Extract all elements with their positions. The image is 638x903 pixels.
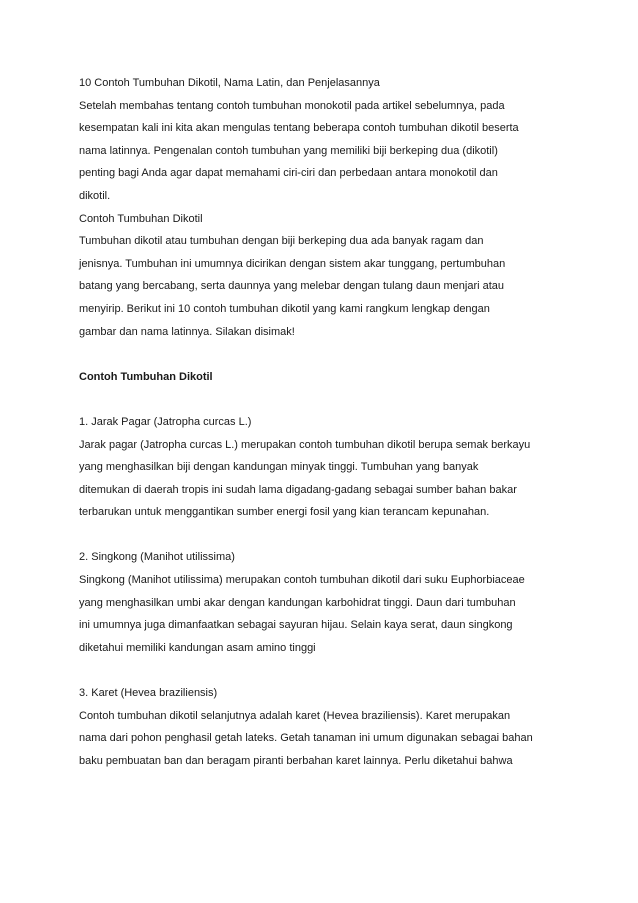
- text-line: menyirip. Berikut ini 10 contoh tumbuhan dikotil yang kami rangkum lengkap dengan: [79, 302, 490, 315]
- item-heading: 3. Karet (Hevea braziliensis): [79, 687, 218, 700]
- spacer: [79, 659, 569, 682]
- section-heading: Contoh Tumbuhan Dikotil: [79, 370, 213, 383]
- text-line: batang yang bercabang, serta daunnya yang melebar dengan tulang daun menjari atau: [79, 280, 505, 293]
- text-line: Contoh tumbuhan dikotil selanjutnya adalah karet (Hevea braziliensis). Karet merupakan: [79, 709, 511, 722]
- spacer: [79, 388, 569, 411]
- description-paragraph: [79, 230, 569, 343]
- subtitle: Contoh Tumbuhan Dikotil: [79, 212, 203, 225]
- text-line: jenisnya. Tumbuhan ini umumnya dicirikan dengan sistem akar tunggang, pertumbuhan: [79, 257, 506, 270]
- text-line: yang menghasilkan biji dengan kandungan minyak tinggi. Tumbuhan yang banyak: [79, 461, 479, 474]
- text-line: kesempatan kali ini kita akan mengulas tentang beberapa contoh tumbuhan dikotil beserta: [79, 122, 519, 135]
- text-line: Jarak pagar (Jatropha curcas L.) merupakan contoh tumbuhan dikotil berupa semak berkayu: [79, 438, 531, 451]
- text-line: penting bagi Anda agar dapat memahami ciri-ciri dan perbedaan antara monokotil dan: [79, 167, 498, 180]
- spacer: [79, 343, 569, 366]
- intro-paragraph: [79, 95, 569, 208]
- text-line: Tumbuhan dikotil atau tumbuhan dengan biji berkeping dua ada banyak ragam dan: [79, 235, 484, 248]
- text-line: nama dari pohon penghasil getah lateks. Getah tanaman ini umum digunakan sebagai bahan: [79, 732, 533, 745]
- text-line: ini umumnya juga dimanfaatkan sebagai sayuran hijau. Selain kaya serat, daun singkong: [79, 619, 513, 632]
- spacer: [79, 524, 569, 547]
- text-line: Singkong (Manihot utilissima) merupakan contoh tumbuhan dikotil dari suku Euphorbiaceae: [79, 574, 525, 587]
- text-line: terbarukan untuk menggantikan sumber energi fosil yang kian terancam kepunahan.: [79, 506, 490, 519]
- text-line: dikotil.: [79, 189, 111, 202]
- text-line: ditemukan di daerah tropis ini sudah lama digadang-gadang sebagai sumber bahan bakar: [79, 483, 517, 496]
- item-jarak-pagar: [79, 411, 569, 524]
- text-line: yang menghasilkan umbi akar dengan kandungan karbohidrat tinggi. Daun dari tumbuhan: [79, 596, 516, 609]
- text-line: Setelah membahas tentang contoh tumbuhan monokotil pada artikel sebelumnya, pada: [79, 99, 505, 112]
- text-line: diketahui memiliki kandungan asam amino tinggi: [79, 641, 316, 654]
- item-heading: 2. Singkong (Manihot utilissima): [79, 551, 235, 564]
- text-line: baku pembuatan ban dan beragam piranti berbahan karet lainnya. Perlu diketahui bahwa: [79, 754, 513, 767]
- item-singkong: [79, 546, 569, 659]
- text-line: nama latinnya. Pengenalan contoh tumbuhan yang memiliki biji berkeping dua (dikotil): [79, 144, 498, 157]
- item-heading: 1. Jarak Pagar (Jatropha curcas L.): [79, 415, 252, 428]
- document-body: [79, 72, 569, 772]
- document-title: 10 Contoh Tumbuhan Dikotil, Nama Latin, dan Penjelasannya: [79, 77, 380, 89]
- item-karet: [79, 682, 569, 772]
- text-line: gambar dan nama latinnya. Silakan disimak!: [79, 325, 295, 338]
